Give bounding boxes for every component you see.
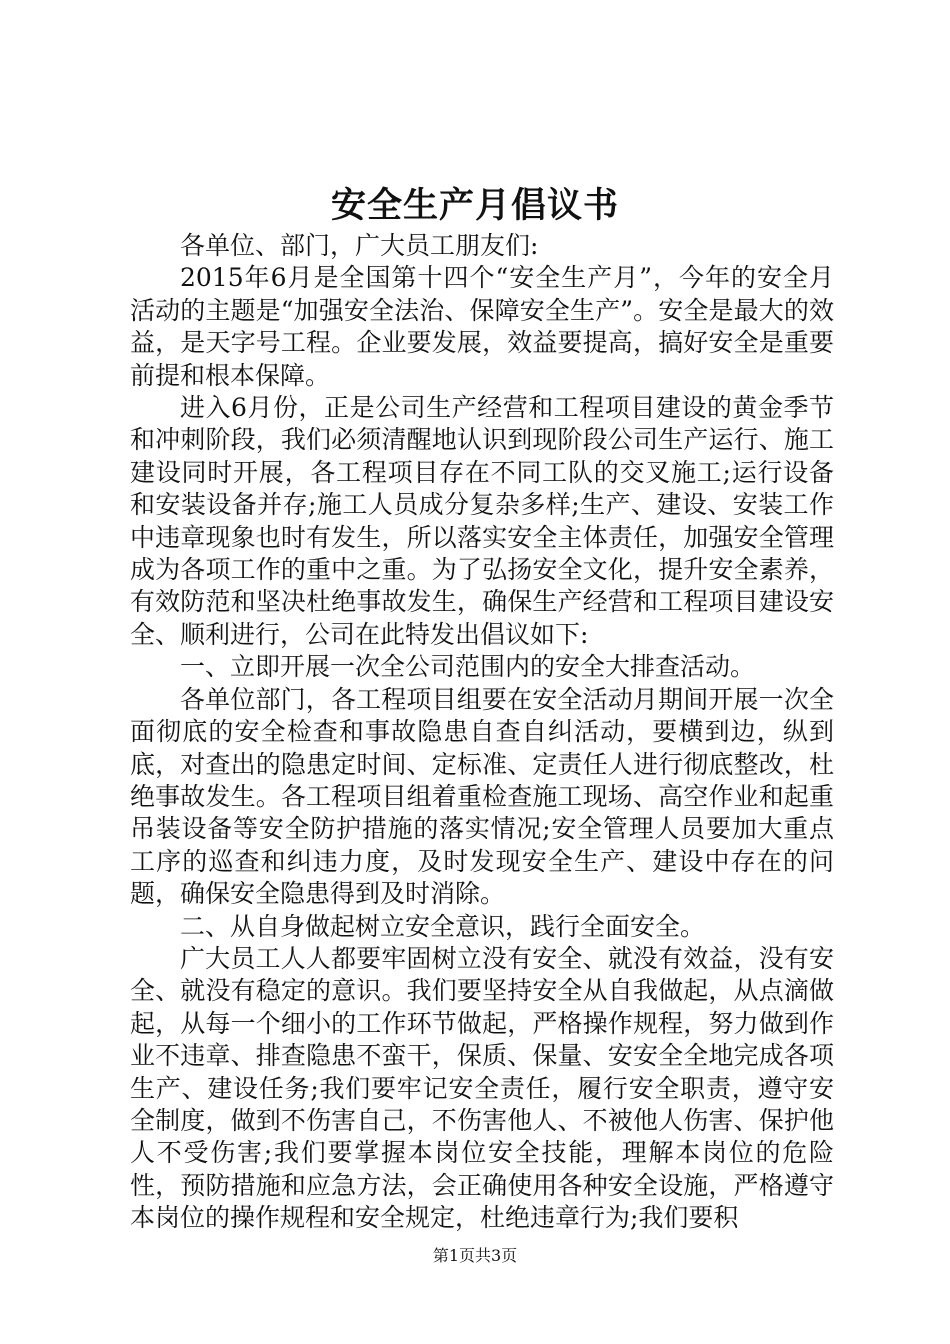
section-body-2: 广大员工人人都要牢固树立没有安全、就没有效益，没有安全、就没有稳定的意识。我们要坚持安全从自我做起，从点滴做起，从每一个细小的工作环节做起，严格操作规程，努力做到作业不违章、排查隐患不蛮干，保质、保量、安安全全地完成各项生产、建设任务;我们要牢记安全责任，履行安全职责，遵守安全制度，做到不伤害自己，不伤害他人、不被他人伤害、保护他人不受伤害;我们要掌握本岗位安全技能，理解本岗位的危险性，预防措施和应急方法，会正确使用各种安全设施，严格遵守本岗位的操作规程和安全规定，杜绝违章行为;我们要积 bbox=[130, 943, 834, 1233]
section-body-1: 各单位部门，各工程项目组要在安全活动月期间开展一次全面彻底的安全检查和事故隐患自查自纠活动，要横到边，纵到底，对查出的隐患定时间、定标准、定责任人进行彻底整改，杜绝事故发生。各工程项目组着重检查施工现场、高空作业和起重吊装设备等安全防护措施的落实情况;安全管理人员要加大重点工序的巡查和纠违力度，及时发现安全生产、建设中存在的问题，确保安全隐患得到及时消除。 bbox=[130, 684, 834, 909]
intro-paragraph: 2015年6月是全国第十四个“安全生产月”，今年的安全月活动的主题是“加强安全法治、保障安全生产”。安全是最大的效益，是天字号工程。企业要发展，效益要提高，搞好安全是重要前提和根本保障。 bbox=[130, 263, 834, 390]
background-paragraph: 进入6月份，正是公司生产经营和工程项目建设的黄金季节和冲刺阶段，我们必须清醒地认识到现阶段公司生产运行、施工建设同时开展，各工程项目存在不同工队的交叉施工;运行设备和安装设备并存;施工人员成分复杂多样;生产、建设、安装工作中违章现象也时有发生，所以落实安全主体责任，加强安全管理成为各项工作的重中之重。为了弘扬安全文化，提升安全素养，有效防范和坚决杜绝事故发生，确保生产经营和工程项目建设安全、顺利进行，公司在此特发出倡议如下: bbox=[130, 393, 834, 649]
section-heading-1: 一、立即开展一次全公司范围内的安全大排查活动。 bbox=[180, 652, 756, 682]
document-title: 安全生产月倡议书 bbox=[330, 185, 619, 226]
section-heading-2: 二、从自身做起树立安全意识，践行全面安全。 bbox=[180, 911, 706, 941]
salutation-paragraph: 各单位、部门，广大员工朋友们: bbox=[180, 231, 539, 260]
page-number: 第1页 bbox=[432, 1246, 475, 1265]
page-total: 共3页 bbox=[475, 1246, 518, 1265]
page-footer bbox=[0, 1245, 950, 1267]
document-body bbox=[130, 230, 834, 1235]
